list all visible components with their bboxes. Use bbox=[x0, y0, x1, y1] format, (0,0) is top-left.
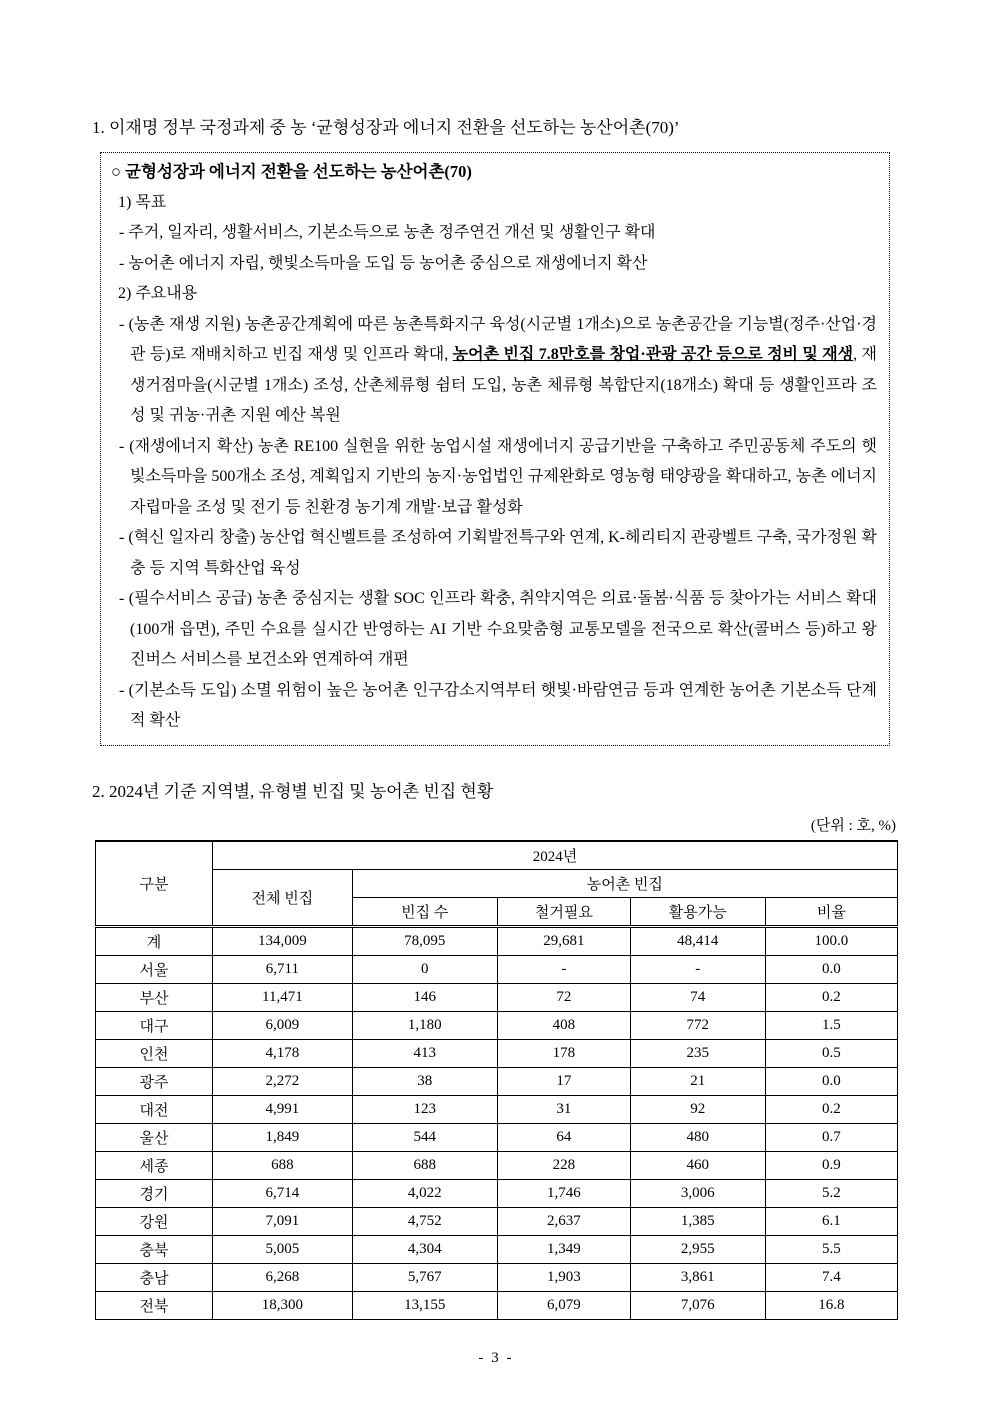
usable-cell: 3,006 bbox=[630, 1179, 765, 1207]
table-container bbox=[95, 814, 898, 1320]
count-cell: 4,752 bbox=[352, 1207, 497, 1235]
usable-cell: 7,076 bbox=[630, 1291, 765, 1319]
demolition-cell: - bbox=[497, 955, 630, 983]
usable-cell: 2,955 bbox=[630, 1235, 765, 1263]
header-total-vacant: 전체 빈집 bbox=[213, 869, 353, 926]
count-cell: 38 bbox=[352, 1067, 497, 1095]
content-item-innovation-jobs: - (혁신 일자리 창출) 농산업 혁신벨트를 조성하여 기획발전특구와 연계, K-헤리티지 관광벨트 구축, 국가정원 확충 등 지역 특화산업 육성 bbox=[119, 529, 877, 577]
table-body bbox=[96, 926, 898, 1319]
table-row bbox=[96, 1011, 898, 1039]
header-rural-vacant: 농어촌 빈집 bbox=[352, 869, 897, 897]
ratio-cell: 0.0 bbox=[765, 1067, 897, 1095]
section2-heading: 2. 2024년 기준 지역별, 유형별 빈집 및 농어촌 빈집 현황 bbox=[92, 781, 494, 801]
usable-cell: - bbox=[630, 955, 765, 983]
ratio-cell: 16.8 bbox=[765, 1291, 897, 1319]
ratio-cell: 0.7 bbox=[765, 1123, 897, 1151]
table-row bbox=[96, 1123, 898, 1151]
table-row bbox=[96, 1179, 898, 1207]
region-cell: 인천 bbox=[96, 1039, 213, 1067]
total-cell: 6,711 bbox=[213, 955, 353, 983]
demolition-cell: 1,903 bbox=[497, 1263, 630, 1291]
content-item-essential-services: - (필수서비스 공급) 농촌 중심지는 생활 SOC 인프라 확충, 취약지역은 의료·돌봄·식품 등 찾아가는 서비스 확대(100개 읍면), 주민 수요를 실시간 반영하는 AI 기반 수요맞춤형 교통모델을 전국으로 확산(콜버스 등)하고 왕진버스 서비스를 보건소와 연계하여 개편 bbox=[119, 590, 877, 668]
region-cell: 경기 bbox=[96, 1179, 213, 1207]
total-cell: 6,009 bbox=[213, 1011, 353, 1039]
header-region: 구분 bbox=[96, 841, 213, 927]
usable-cell: 772 bbox=[630, 1011, 765, 1039]
region-cell: 충북 bbox=[96, 1235, 213, 1263]
region-cell: 전북 bbox=[96, 1291, 213, 1319]
content-item-basic-income: - (기본소득 도입) 소멸 위험이 높은 농어촌 인구감소지역부터 햇빛·바람연금 등과 연계한 농어촌 기본소득 단계적 확산 bbox=[119, 681, 877, 729]
region-cell: 서울 bbox=[96, 955, 213, 983]
usable-cell: 460 bbox=[630, 1151, 765, 1179]
total-cell: 5,005 bbox=[213, 1235, 353, 1263]
goal-item: - 주거, 일자리, 생활서비스, 기본소득으로 농촌 정주연건 개선 및 생활인구 확대 bbox=[119, 224, 656, 241]
demolition-cell: 17 bbox=[497, 1067, 630, 1095]
table-row bbox=[96, 1095, 898, 1123]
demolition-cell: 1,746 bbox=[497, 1179, 630, 1207]
usable-cell: 3,861 bbox=[630, 1263, 765, 1291]
content-text: , 재생거점마을(시군별 1개소) 조성, 산촌체류형 쉼터 도입, 농촌 체류형 복합단지(18개소) 확대 등 생활인프라 조성 및 귀농·귀촌 지원 예산 복원 bbox=[130, 346, 877, 424]
count-cell: 78,095 bbox=[352, 926, 497, 955]
ratio-cell: 0.9 bbox=[765, 1151, 897, 1179]
count-cell: 4,304 bbox=[352, 1235, 497, 1263]
usable-cell: 235 bbox=[630, 1039, 765, 1067]
header-vacant-count: 빈집 수 bbox=[352, 897, 497, 926]
header-usable: 활용가능 bbox=[630, 897, 765, 926]
ratio-cell: 7.4 bbox=[765, 1263, 897, 1291]
count-cell: 0 bbox=[352, 955, 497, 983]
table-row bbox=[96, 1039, 898, 1067]
count-cell: 5,767 bbox=[352, 1263, 497, 1291]
demolition-cell: 2,637 bbox=[497, 1207, 630, 1235]
table-row bbox=[96, 1067, 898, 1095]
count-cell: 1,180 bbox=[352, 1011, 497, 1039]
count-cell: 13,155 bbox=[352, 1291, 497, 1319]
usable-cell: 74 bbox=[630, 983, 765, 1011]
vacancy-status-table bbox=[95, 840, 898, 1320]
usable-cell: 92 bbox=[630, 1095, 765, 1123]
region-cell: 대구 bbox=[96, 1011, 213, 1039]
ratio-cell: 100.0 bbox=[765, 926, 897, 955]
count-cell: 413 bbox=[352, 1039, 497, 1067]
region-cell: 울산 bbox=[96, 1123, 213, 1151]
region-cell: 세종 bbox=[96, 1151, 213, 1179]
section1-heading: 1. 이재명 정부 국정과제 중 농 ‘균형성장과 에너지 전환을 선도하는 농산어촌(70)’ bbox=[92, 118, 680, 137]
ratio-cell: 0.2 bbox=[765, 983, 897, 1011]
demolition-cell: 64 bbox=[497, 1123, 630, 1151]
demolition-cell: 29,681 bbox=[497, 926, 630, 955]
count-cell: 4,022 bbox=[352, 1179, 497, 1207]
emphasized-vacant-house-text: 농어촌 빈집 7.8만호를 창업·관광 공간 등으로 정비 및 재생 bbox=[452, 346, 854, 363]
ratio-cell: 5.5 bbox=[765, 1235, 897, 1263]
total-cell: 7,091 bbox=[213, 1207, 353, 1235]
ratio-cell: 6.1 bbox=[765, 1207, 897, 1235]
demolition-cell: 1,349 bbox=[497, 1235, 630, 1263]
content-text: - (농촌 재생 지원) 농촌공간계획에 따른 농촌특화지구 육성(시군별 1개소)으로 농촌공간을 기능별(정주·산업·경관 등)로 재배치하고 빈집 재생 및 인프라 확대, bbox=[119, 315, 877, 363]
total-cell: 688 bbox=[213, 1151, 353, 1179]
demolition-cell: 178 bbox=[497, 1039, 630, 1067]
table-row bbox=[96, 983, 898, 1011]
demolition-cell: 408 bbox=[497, 1011, 630, 1039]
ratio-cell: 0.0 bbox=[765, 955, 897, 983]
demolition-cell: 6,079 bbox=[497, 1291, 630, 1319]
demolition-cell: 228 bbox=[497, 1151, 630, 1179]
total-cell: 11,471 bbox=[213, 983, 353, 1011]
ratio-cell: 1.5 bbox=[765, 1011, 897, 1039]
total-cell: 4,178 bbox=[213, 1039, 353, 1067]
region-cell: 강원 bbox=[96, 1207, 213, 1235]
total-cell: 4,991 bbox=[213, 1095, 353, 1123]
table-row bbox=[96, 926, 898, 955]
table-row bbox=[96, 1263, 898, 1291]
table-row bbox=[96, 1151, 898, 1179]
header-ratio: 비율 bbox=[765, 897, 897, 926]
demolition-cell: 72 bbox=[497, 983, 630, 1011]
region-cell: 광주 bbox=[96, 1067, 213, 1095]
usable-cell: 21 bbox=[630, 1067, 765, 1095]
region-cell: 부산 bbox=[96, 983, 213, 1011]
total-cell: 2,272 bbox=[213, 1067, 353, 1095]
total-cell: 6,714 bbox=[213, 1179, 353, 1207]
usable-cell: 1,385 bbox=[630, 1207, 765, 1235]
table-row bbox=[96, 1207, 898, 1235]
region-cell: 계 bbox=[96, 926, 213, 955]
table-row bbox=[96, 1291, 898, 1319]
total-cell: 134,009 bbox=[213, 926, 353, 955]
demolition-cell: 31 bbox=[497, 1095, 630, 1123]
region-cell: 충남 bbox=[96, 1263, 213, 1291]
ratio-cell: 0.5 bbox=[765, 1039, 897, 1067]
count-cell: 688 bbox=[352, 1151, 497, 1179]
table-header bbox=[96, 841, 898, 927]
region-cell: 대전 bbox=[96, 1095, 213, 1123]
header-demolition-needed: 철거필요 bbox=[497, 897, 630, 926]
count-cell: 544 bbox=[352, 1123, 497, 1151]
total-cell: 1,849 bbox=[213, 1123, 353, 1151]
count-cell: 146 bbox=[352, 983, 497, 1011]
count-cell: 123 bbox=[352, 1095, 497, 1123]
goal-item: - 농어촌 에너지 자립, 햇빛소득마을 도입 등 농어촌 중심으로 재생에너지 확산 bbox=[119, 254, 648, 272]
content-label: 2) 주요내용 bbox=[118, 285, 198, 302]
total-cell: 18,300 bbox=[213, 1291, 353, 1319]
usable-cell: 48,414 bbox=[630, 926, 765, 955]
unit-note: (단위 : 호, %) bbox=[810, 817, 896, 834]
content-item-renewable-energy: - (재생에너지 확산) 농촌 RE100 실현을 위한 농업시설 재생에너지 공급기반을 구축하고 주민공동체 주도의 햇빛소득마을 500개소 조성, 계획입지 기반의 농지·농업법인 규제완화로 영농형 태양광을 확대하고, 농촌 에너지자립마을 조성 및 전기 등 친환경 농기계 개발·보급 활성화 bbox=[119, 437, 877, 516]
usable-cell: 480 bbox=[630, 1123, 765, 1151]
total-cell: 6,268 bbox=[213, 1263, 353, 1291]
goal-label: 1) 목표 bbox=[118, 193, 167, 211]
ratio-cell: 0.2 bbox=[765, 1095, 897, 1123]
content-item-rural-regeneration bbox=[111, 310, 877, 432]
policy-summary-box bbox=[100, 152, 890, 746]
header-year: 2024년 bbox=[213, 841, 898, 870]
table-row bbox=[96, 1235, 898, 1263]
table-row bbox=[96, 955, 898, 983]
ratio-cell: 5.2 bbox=[765, 1179, 897, 1207]
policy-box-title: ○ 균형성장과 에너지 전환을 선도하는 농산어촌(70) bbox=[111, 162, 472, 181]
page-number: - 3 - bbox=[478, 1349, 514, 1366]
